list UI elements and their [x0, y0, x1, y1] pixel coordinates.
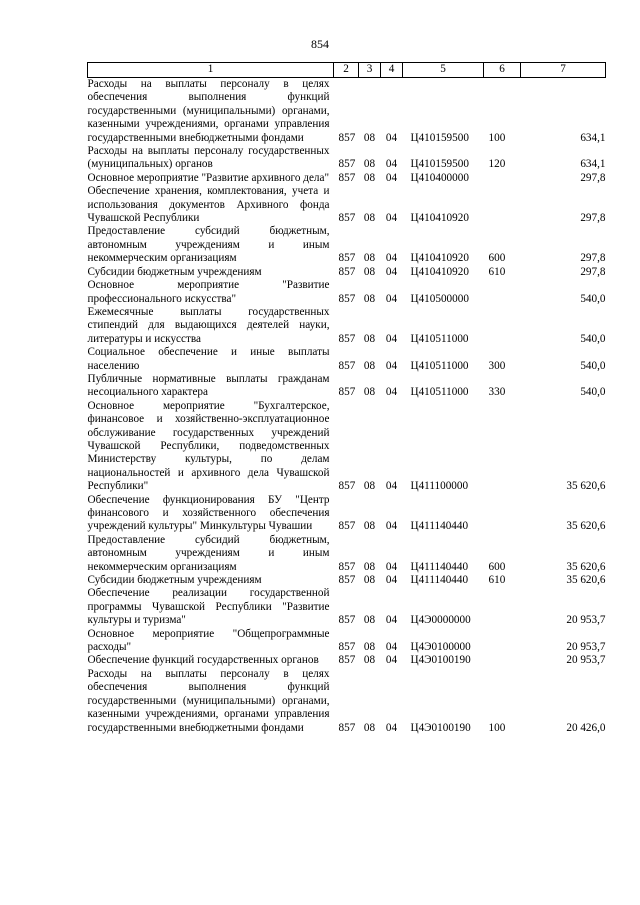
row-name: Предоставление субсидий бюджетным, автономным учреждениям и иным некоммерческим организациям: [87, 533, 330, 573]
table-header: [88, 63, 606, 78]
row-grbs-code: 857: [338, 332, 356, 345]
row-name: Предоставление субсидий бюджетным, автономным учреждениям и иным некоммерческим организациям: [87, 225, 330, 265]
row-target-article: Ц410511000: [410, 359, 469, 372]
row-target-article: Ц410410920: [410, 252, 469, 265]
table-row: [88, 172, 606, 185]
row-name: Основное мероприятие "Развитие профессионального искусства": [87, 279, 330, 305]
row-grbs-code: 857: [338, 386, 356, 399]
header-col-5: 5: [403, 63, 484, 78]
row-expense-type: 100: [488, 131, 506, 144]
row-section-code: 08: [363, 574, 376, 587]
row-expense-type: [484, 587, 521, 627]
row-section-code: 08: [363, 171, 376, 184]
row-subsection-code: 04: [385, 158, 398, 171]
header-col-4: 4: [381, 63, 403, 78]
budget-table: [87, 62, 606, 735]
header-col-7: 7: [521, 63, 606, 78]
row-section-code: 08: [363, 520, 376, 533]
row-name: Обеспечение хранения, комплектования, учета и использования документов Архивного фонда Чувашской Республики: [87, 185, 330, 225]
table-row: [88, 145, 606, 172]
row-name: Обеспечение функционирования БУ "Центр финансового и хозяйственного обеспечения учреждений культуры" Минкультуры Чувашии: [87, 493, 330, 533]
table-row: [88, 266, 606, 279]
header-col-6: 6: [484, 63, 521, 78]
row-subsection-code: 04: [385, 332, 398, 345]
row-section-code: 08: [363, 265, 376, 278]
row-target-article: Ц411140440: [410, 560, 469, 573]
table-row: [88, 534, 606, 574]
row-target-article: Ц410400000: [410, 171, 469, 184]
row-grbs-code: 857: [338, 359, 356, 372]
row-expense-type: [484, 400, 521, 494]
row-amount: 20 953,7: [566, 654, 606, 667]
row-amount: 540,0: [580, 386, 606, 399]
row-amount: 20 953,7: [566, 641, 606, 654]
row-amount: 297,8: [580, 171, 606, 184]
row-expense-type: 100: [488, 721, 506, 734]
row-amount: 297,8: [580, 252, 606, 265]
row-section-code: 08: [363, 480, 376, 493]
row-subsection-code: 04: [385, 560, 398, 573]
row-name: Расходы на выплаты персоналу в целях обеспечения выполнения функций государственными (муниципальными) органами, казенными учреждениями, органами управления государственными внебюджетными фондами: [87, 667, 330, 734]
row-amount: 35 620,6: [566, 480, 606, 493]
header-col-2: 2: [334, 63, 359, 78]
row-amount: 297,8: [580, 265, 606, 278]
row-subsection-code: 04: [385, 480, 398, 493]
row-section-code: 08: [363, 158, 376, 171]
row-subsection-code: 04: [385, 171, 398, 184]
row-amount: 540,0: [580, 359, 606, 372]
table-row: [88, 628, 606, 655]
table-row: [88, 373, 606, 400]
row-subsection-code: 04: [385, 654, 398, 667]
table-row: [88, 400, 606, 494]
row-name: Основное мероприятие "Бухгалтерское, финансовое и хозяйственно-эксплуатационное обслуживание государственных учреждений Чувашской Республики, подведомственных Министерству культуры, по делам национальностей и архивного дела Чувашской Республики": [87, 399, 330, 493]
row-section-code: 08: [363, 332, 376, 345]
row-amount: 20 426,0: [566, 721, 606, 734]
row-expense-type: 610: [488, 265, 506, 278]
row-grbs-code: 857: [338, 480, 356, 493]
row-target-article: Ц411140440: [410, 520, 469, 533]
row-grbs-code: 857: [338, 252, 356, 265]
row-name: Основное мероприятие "Развитие архивного дела": [87, 171, 330, 184]
row-grbs-code: 857: [338, 641, 356, 654]
row-subsection-code: 04: [385, 252, 398, 265]
row-subsection-code: 04: [385, 212, 398, 225]
table-row: [88, 78, 606, 146]
row-name: Основное мероприятие "Общепрограммные расходы": [87, 627, 330, 654]
row-target-article: Ц410410920: [410, 212, 469, 225]
row-expense-type: [484, 628, 521, 655]
row-target-article: Ц410159500: [410, 131, 469, 144]
row-expense-type: [484, 494, 521, 534]
row-target-article: Ц410410920: [410, 265, 469, 278]
row-section-code: 08: [363, 386, 376, 399]
row-subsection-code: 04: [385, 614, 398, 627]
row-expense-type: 600: [488, 560, 506, 573]
row-expense-type: 610: [488, 574, 506, 587]
row-subsection-code: 04: [385, 574, 398, 587]
table-row: [88, 279, 606, 306]
table-row: [88, 185, 606, 225]
header-col-1: 1: [88, 63, 334, 78]
row-subsection-code: 04: [385, 265, 398, 278]
row-amount: 297,8: [580, 212, 606, 225]
row-name: Ежемесячные выплаты государственных стипендий для выдающихся деятелей науки, литературы и искусства: [87, 305, 330, 345]
row-grbs-code: 857: [338, 158, 356, 171]
row-section-code: 08: [363, 560, 376, 573]
table-row: [88, 346, 606, 373]
header-col-3: 3: [359, 63, 381, 78]
row-subsection-code: 04: [385, 641, 398, 654]
row-amount: 540,0: [580, 292, 606, 305]
row-target-article: Ц4Э0100190: [410, 721, 471, 734]
row-target-article: Ц410159500: [410, 158, 469, 171]
row-section-code: 08: [363, 721, 376, 734]
table-row: [88, 654, 606, 667]
row-name: Обеспечение функций государственных органов: [87, 654, 319, 667]
row-expense-type: 120: [488, 158, 506, 171]
row-name: Публичные нормативные выплаты гражданам несоциального характера: [87, 372, 330, 399]
row-grbs-code: 857: [338, 574, 356, 587]
row-expense-type: 330: [488, 386, 506, 399]
row-grbs-code: 857: [338, 560, 356, 573]
row-amount: 634,1: [580, 158, 606, 171]
row-section-code: 08: [363, 131, 376, 144]
row-section-code: 08: [363, 614, 376, 627]
row-subsection-code: 04: [385, 386, 398, 399]
row-subsection-code: 04: [385, 292, 398, 305]
row-section-code: 08: [363, 359, 376, 372]
row-name: Социальное обеспечение и иные выплаты населению: [87, 346, 330, 372]
row-expense-type: [484, 654, 521, 667]
row-section-code: 08: [363, 252, 376, 265]
row-target-article: Ц411100000: [410, 480, 469, 493]
row-amount: 20 953,7: [566, 614, 606, 627]
row-expense-type: 600: [488, 252, 506, 265]
row-target-article: Ц4Э0100190: [410, 654, 471, 667]
row-amount: 540,0: [580, 332, 606, 345]
row-subsection-code: 04: [385, 359, 398, 372]
row-grbs-code: 857: [338, 614, 356, 627]
row-grbs-code: 857: [338, 654, 356, 667]
table-row: [88, 494, 606, 534]
row-name: Субсидии бюджетным учреждениям: [87, 574, 262, 587]
row-target-article: Ц411140440: [410, 574, 469, 587]
row-amount: 634,1: [580, 131, 606, 144]
row-section-code: 08: [363, 654, 376, 667]
row-grbs-code: 857: [338, 131, 356, 144]
row-subsection-code: 04: [385, 721, 398, 734]
row-target-article: Ц410511000: [410, 386, 469, 399]
row-section-code: 08: [363, 212, 376, 225]
row-amount: 35 620,6: [566, 574, 606, 587]
row-subsection-code: 04: [385, 131, 398, 144]
table-row: [88, 668, 606, 735]
row-target-article: Ц4Э0000000: [410, 614, 471, 627]
row-amount: 35 620,6: [566, 520, 606, 533]
row-name: Обеспечение реализации государственной программы Чувашской Республики "Развитие культуры и туризма": [87, 587, 330, 627]
table-row: [88, 225, 606, 265]
row-grbs-code: 857: [338, 265, 356, 278]
table-row: [88, 587, 606, 627]
row-expense-type: 300: [488, 359, 506, 372]
row-target-article: Ц410511000: [410, 332, 469, 345]
table-row: [88, 574, 606, 587]
row-section-code: 08: [363, 292, 376, 305]
row-grbs-code: 857: [338, 212, 356, 225]
row-expense-type: [484, 306, 521, 346]
row-section-code: 08: [363, 641, 376, 654]
row-grbs-code: 857: [338, 171, 356, 184]
row-subsection-code: 04: [385, 520, 398, 533]
row-grbs-code: 857: [338, 292, 356, 305]
page-number: 854: [311, 37, 329, 51]
row-grbs-code: 857: [338, 721, 356, 734]
row-name: Расходы на выплаты персоналу государственных (муниципальных) органов: [87, 145, 330, 171]
row-expense-type: [484, 279, 521, 306]
table-body: [88, 78, 606, 735]
row-target-article: Ц4Э0100000: [410, 641, 471, 654]
table-row: [88, 306, 606, 346]
row-grbs-code: 857: [338, 520, 356, 533]
row-name: Расходы на выплаты персоналу в целях обеспечения выполнения функций государственными (муниципальными) органами, казенными учреждениями, органами управления государственными внебюджетными фондами: [87, 78, 330, 144]
row-target-article: Ц410500000: [410, 292, 469, 305]
row-name: Субсидии бюджетным учреждениям: [87, 265, 262, 278]
row-expense-type: [484, 185, 521, 225]
row-expense-type: [484, 172, 521, 185]
row-amount: 35 620,6: [566, 560, 606, 573]
